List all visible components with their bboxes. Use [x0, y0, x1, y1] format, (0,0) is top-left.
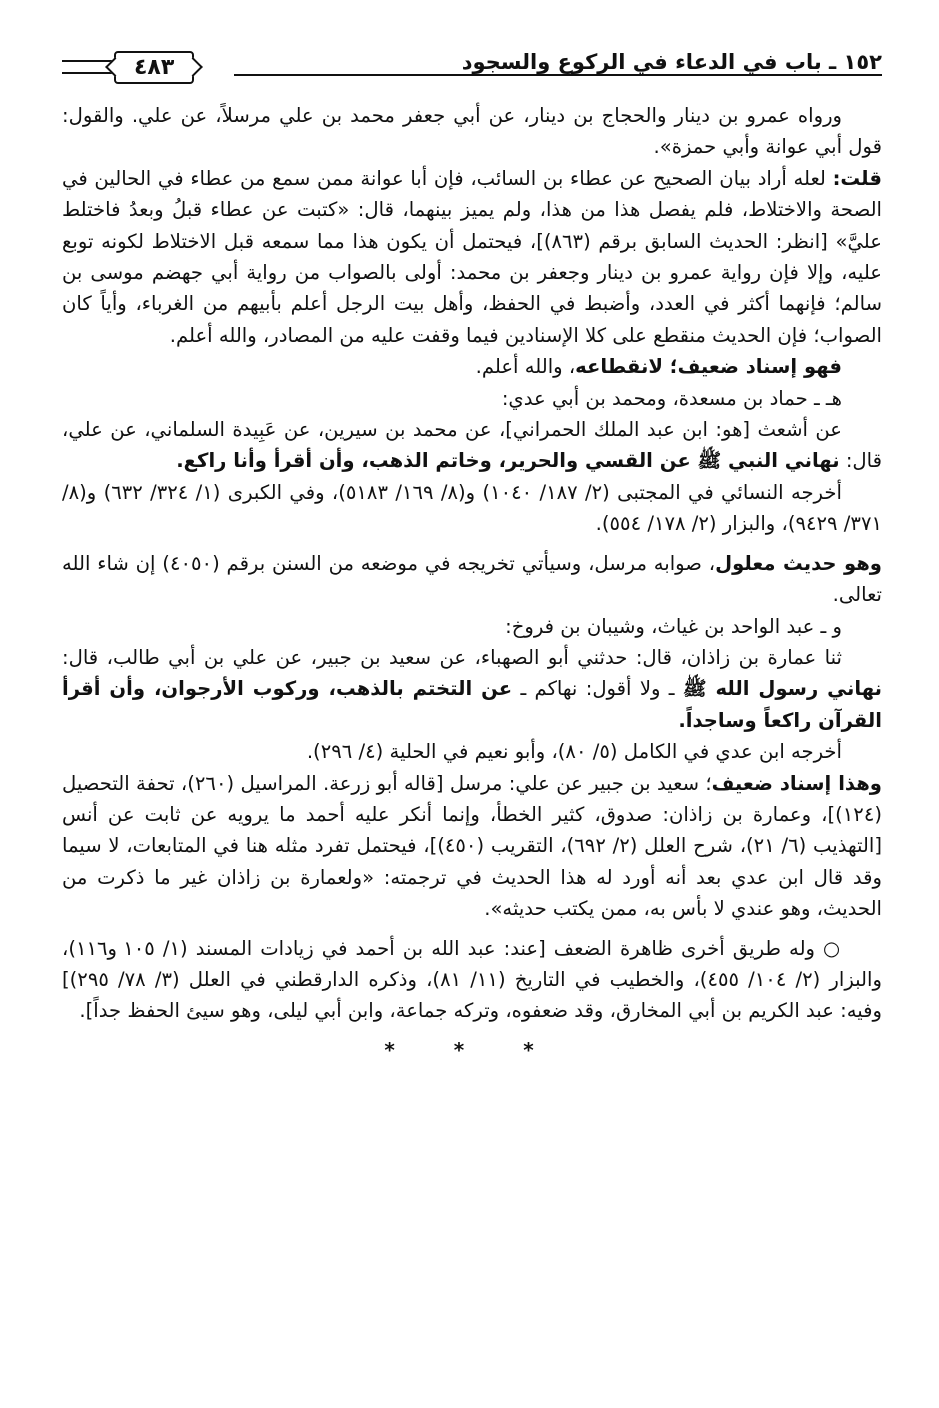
paragraph-3: [62, 351, 882, 382]
paragraph-6: أخرجه النسائي في المجتبى (٢/ ١٨٧/ ١٠٤٠) و(٨/ ١٦٩/ ٥١٨٣)، وفي الكبرى (١/ ٣٢٤/ ٦٣٢) و(٨/ ٣٧١/ ٩٤٢٩)، والبزار (٢/ ١٧٨/ ٥٥٤).: [62, 480, 882, 536]
paragraph-1: ورواه عمرو بن دينار والحجاج بن دينار، عن أبي جعفر محمد بن علي مرسلاً، عن علي. والقول: قول أبي عوانة وأبي حمزة».: [62, 104, 882, 159]
paragraph-5-text: عن أشعث [هو: ابن عبد الملك الحمراني]، عن محمد بن سيرين، عن عَبِيدة السلماني، عن علي، قال:: [62, 418, 882, 473]
verdict-weak: فهو إسناد ضعيف؛ لانقطاعه: [575, 355, 842, 379]
spacer: [62, 925, 882, 933]
paragraph-9-text: ثنا عمارة بن زاذان، قال: حدثني أبو الصهباء، عن سعيد بن جبير، عن علي بن أبي طالب، قال:: [62, 645, 842, 669]
paragraph-12: ○ وله طريق أخرى ظاهرة الضعف [عند: عبد الله بن أحمد في زيادات المسند (١/ ١٠٥ و١١٦)، والبزار (٢/ ١٠٤/ ٤٥٥)، والخطيب في التاريخ (١١/ ٨١)، وذكره الدارقطني في العلل (٣/ ٧٨/ ٢٩٥)] وفيه: عبد الكريم بن أبي المخارق، وقد ضعفوه، وتركه جماعة، وابن أبي ليلى، وهو سيئ الحفظ جداً].: [62, 936, 882, 1023]
paragraph-11: [62, 768, 882, 925]
chapter-title: ١٥٢ ـ باب في الدعاء في الركوع والسجود: [461, 50, 882, 74]
hadith-text-1: نهاني النبي ﷺ عن القسي والحرير، وخاتم الذهب، وأن أقرأ وأنا راكع.: [176, 449, 840, 473]
paragraph-7: [62, 548, 882, 611]
section-heading-he: هـ ـ حماد بن مسعدة، ومحمد بن أبي عدي:: [501, 386, 842, 410]
hadith-text-2a: نهاني رسول الله ﷺ: [682, 677, 882, 701]
paragraph-2-text: لعله أراد بيان الصحيح عن عطاء بن السائب، فإن أبا عوانة ممن سمع من عطاء في الحالين في الصحة والاختلاط، فلم يفصل هذا من هذا، ولم يميز بينهما، قال: «كتبت عن عطاء قبلُ وبعدُ فاختلط عليَّ» [انظر: الحديث السابق برقم (٨٦٣)]، فيحتمل أن يكون هذا مما سمعه قبل الاختلاط لكونه توبع عليه، وإلا فإن رواية عمرو بن دينار وجعفر بن محمد: أولى بالصواب من رواية أبي جهضم موسى بن سالم؛ فإنهما أكثر في العدد، وأضبط في الحفظ، وأهل بيت الرجل أعلم بأبيهم من الغرباء، وأياً كان الصواب؛ فإن الحديث منقطع على كلا الإسنادين فيما وقفت عليه من المصادر، والله أعلم.: [62, 166, 882, 347]
spacer: [62, 540, 882, 548]
page-number: ٤٨٣: [114, 51, 194, 84]
page-number-ornament: [62, 51, 194, 84]
body-text: [62, 100, 882, 1066]
section-heading-waw: و ـ عبد الواحد بن غياث، وشيبان بن فروخ:: [505, 614, 842, 638]
paragraph-2: [62, 163, 882, 351]
paragraph-3-text: ، والله أعلم.: [475, 355, 576, 379]
header-divider: [234, 74, 882, 76]
paragraph-10: أخرجه ابن عدي في الكامل (٥/ ٨٠)، وأبو نعيم في الحلية (٤/ ٢٩٦).: [306, 740, 842, 764]
paragraph-9: [62, 642, 882, 736]
paragraph-9-mid: ـ ولا أقول: نهاكم ـ: [512, 677, 683, 701]
end-stars: * * *: [384, 1037, 560, 1062]
paragraph-11-text: ؛ سعيد بن جبير عن علي: مرسل [قاله أبو زرعة. المراسيل (٢٦٠)، تحفة التحصيل (١٢٤)]، وعمارة بن زاذان: صدوق، كثير الخطأ، وإنما أنكر عليه أحمد ما يرويه عن ثابت عن أنس [التهذيب (٦/ ٢١)، شرح العلل (٢/ ٦٩٢)، التقريب (٤٥٠)]، فيحتمل تفرد مثله هنا في المتابعات، لا سيما وقد قال ابن عدي بعد أنه أورد له هذا الحديث في ترجمته: «ولعمارة بن زاذان غير ما ذكرت من الحديث، وهو عندي لا بأس به، ممن يكتب حديثه».: [62, 771, 882, 921]
page-header: [62, 38, 882, 100]
paragraph-7-text: ، صوابه مرسل، وسيأتي تخريجه في موضعه من السنن برقم (٤٠٥٠) إن شاء الله تعالى.: [62, 551, 882, 607]
verdict-maalul: وهو حديث معلول: [715, 551, 882, 575]
page: [62, 38, 882, 1378]
hadith-text-2b: عن التختم بالذهب، وركوب الأرجوان، وأن أقرأ القرآن راكعاً وساجداً.: [62, 677, 882, 732]
verdict-weak-2: وهذا إسناد ضعيف: [711, 771, 882, 795]
paragraph-5: [62, 414, 882, 477]
qult-label: قلت:: [832, 166, 882, 190]
